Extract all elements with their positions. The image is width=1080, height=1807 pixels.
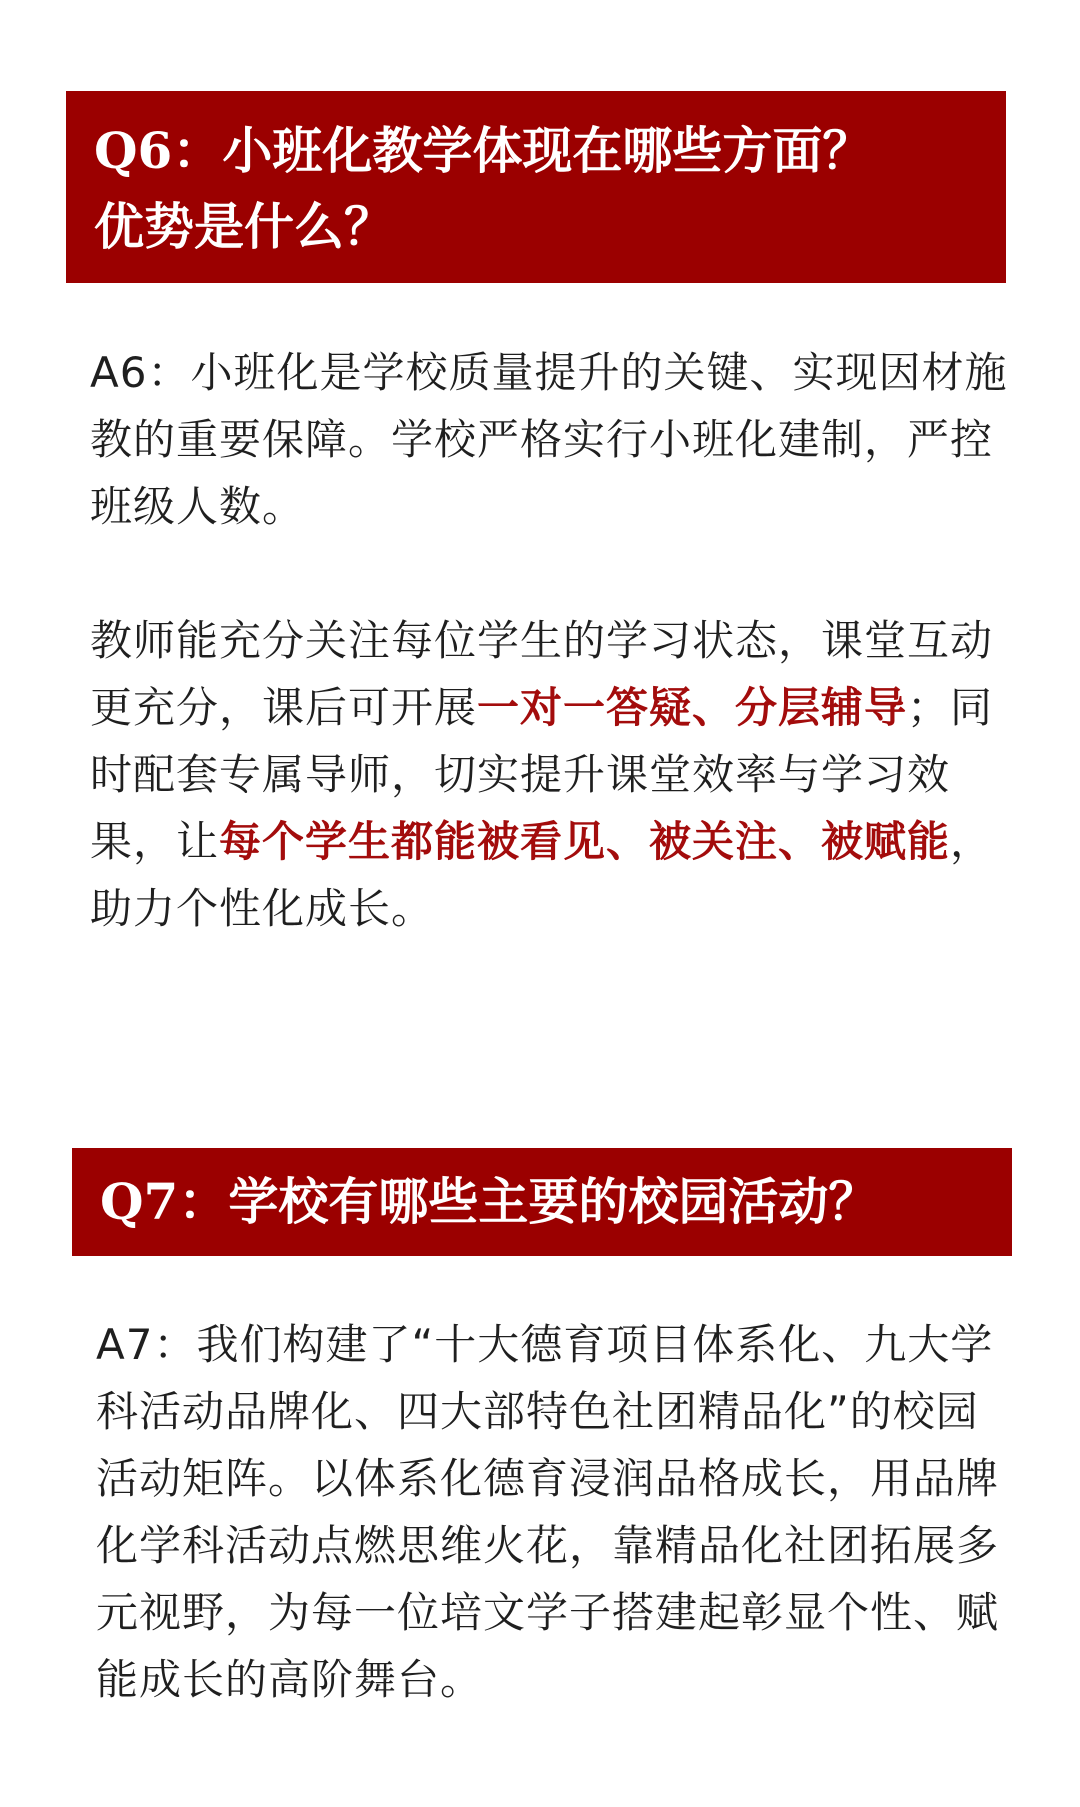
- a6-highlight-tutoring: 一对一答疑、分层辅导: [477, 683, 908, 732]
- q6-title-line1: Q6：小班化教学体现在哪些方面？: [94, 121, 873, 180]
- a7-answer-paragraph: A7：我们构建了“十大德育项目体系化、九大学科活动品牌化、四大部特色社团精品化”的校园活动矩阵。以体系化德育浸润品格成长，用品牌化学科活动点燃思维火花，靠精品化社团拓展多元视野，为每一位培文学子搭建起彰显个性、赋能成长的高阶舞台。: [96, 1320, 1000, 1704]
- q6-title-line2: 优势是什么？: [94, 197, 394, 256]
- a6-answer-paragraph-1: A6：小班化是学校质量提升的关键、实现因材施教的重要保障。学校严格实行小班化建制，严控班级人数。: [90, 348, 1008, 531]
- a6-highlight-every-student: 每个学生都能被看见、被关注、被赋能: [219, 817, 951, 866]
- q7-title: Q7：学校有哪些主要的校园活动？: [100, 1172, 879, 1231]
- a6-p2-text-2: ；同时配套专属导师，切实提升课堂效率与学习效果，让: [90, 683, 994, 866]
- a6-p2-text-3: ，助力个性化成长。: [90, 817, 994, 933]
- q7-question-banner: [72, 1148, 1012, 1256]
- q6-question-banner: [66, 91, 1006, 283]
- a6-p2-text-1: 教师能充分关注每位学生的学习状态，课堂互动更充分，课后可开展: [90, 616, 994, 732]
- a6-answer-paragraph-2: [90, 607, 1010, 942]
